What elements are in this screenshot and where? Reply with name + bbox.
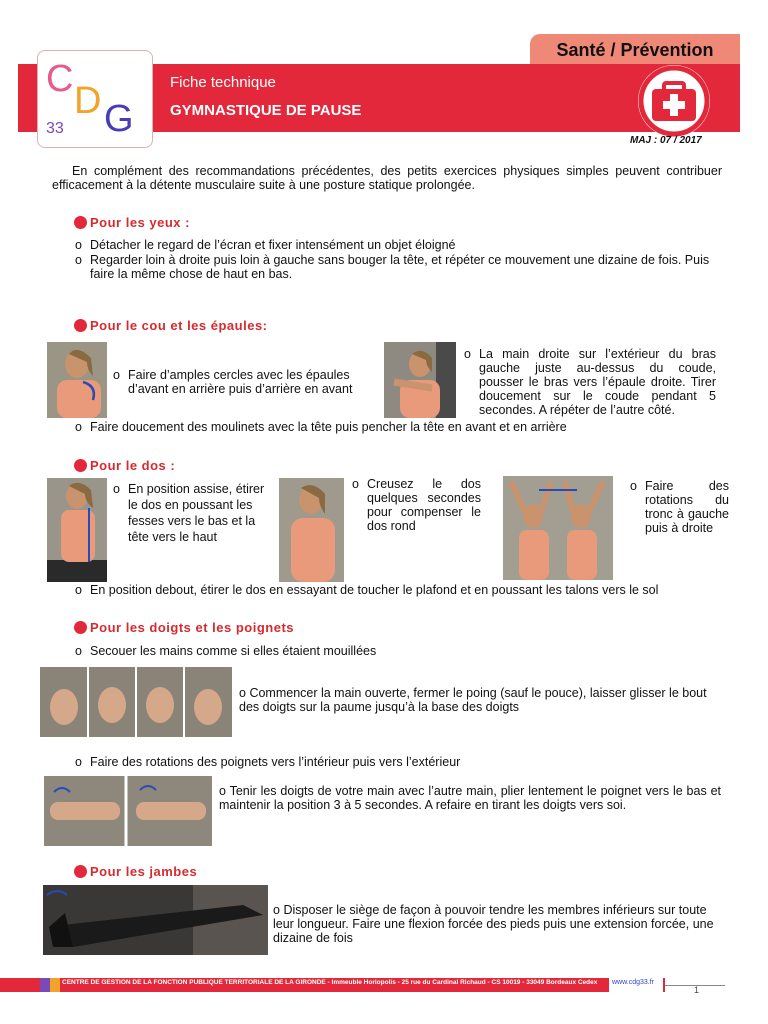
bullet-dot <box>74 621 87 634</box>
list-item <box>75 420 730 434</box>
list-item <box>352 477 481 533</box>
list-bullet: o <box>273 903 280 917</box>
list-bullet: o <box>75 238 82 252</box>
footer-address: CENTRE DE GESTION DE LA FONCTION PUBLIQUE TERRITORIALE DE LA GIRONDE - Immeuble Horiopolis - 25 rue du Cardinal Richaud - CS 10019 - 33049 Bordeaux Cedex <box>62 979 598 986</box>
bullet-dot <box>74 865 87 878</box>
list-item <box>75 755 730 769</box>
list-item <box>75 583 730 597</box>
list-bullet: o <box>630 479 637 493</box>
list-item <box>75 644 730 658</box>
list-bullet: o <box>75 583 82 597</box>
list-item <box>464 347 716 417</box>
intro-text: En complément des recommandations précédentes, des petits exercices physiques simples peuvent contribuer efficacement à la détente musculaire suite à une posture statique prolongée. <box>52 164 722 192</box>
list-item-text: Détacher le regard de l’écran et fixer intensément un objet éloigné <box>90 238 456 252</box>
footer-url-link[interactable]: www.cdg33.fr <box>612 979 655 986</box>
list-item-text: Creusez le dos quelques secondes pour compenser le dos rond <box>367 477 481 533</box>
section-dos-title <box>74 458 175 473</box>
photo-seated-stretch <box>47 478 107 582</box>
list-bullet: o <box>75 253 82 267</box>
list-bullet: o <box>75 644 82 658</box>
photo-leg-flexion <box>43 885 268 955</box>
list-item <box>75 238 730 252</box>
photo-hand-sequence <box>40 667 232 737</box>
list-item <box>75 253 725 281</box>
list-bullet: o <box>75 755 82 769</box>
list-bullet: o <box>464 347 471 361</box>
bullet-dot <box>74 459 87 472</box>
list-item-text: Faire d’amples cercles avec les épaules d’avant en arrière puis d’arrière en avant <box>128 368 353 396</box>
list-bullet: o <box>113 482 120 496</box>
list-bullet: o <box>75 420 82 434</box>
list-item-text: Tenir les doigts de votre main avec l’autre main, plier lentement le poignet vers le bas et maintenir la position 3 à 5 secondes. A refaire en tirant les doigts vers soi. <box>219 784 721 812</box>
list-item-text: La main droite sur l’extérieur du bras gauche juste au-dessus du coude, pousser le bras vers l’épaule droite. Tirer doucement sur le coude pendant 5 secondes. A répéter de l’autre côté. <box>479 347 716 417</box>
list-item <box>113 481 273 545</box>
photo-arm-stretch <box>384 342 456 418</box>
fiche-label: Fiche technique <box>170 74 276 91</box>
list-item <box>219 784 721 812</box>
first-aid-kit-icon <box>638 65 710 137</box>
svg-text:C: C <box>46 58 74 100</box>
section-doigts-title <box>74 620 294 635</box>
list-item-text: En position debout, étirer le dos en essayant de toucher le plafond et en poussant les talons vers le sol <box>90 583 659 597</box>
list-item-text: Disposer le siège de façon à pouvoir tendre les membres inférieurs sur toute leur longueur. Faire une flexion forcée des pieds puis une extension forcée, une dizaine de fois <box>273 903 714 945</box>
section-yeux-title <box>74 215 190 230</box>
photo-trunk-rotation <box>503 476 613 580</box>
svg-text:33: 33 <box>46 120 64 137</box>
list-item <box>630 479 729 535</box>
list-item <box>239 686 724 714</box>
page-title: GYMNASTIQUE DE PAUSE <box>170 102 362 119</box>
photo-wrist-stretch <box>44 776 212 846</box>
section-jambes-label: Pour les jambes <box>90 864 198 879</box>
bullet-dot <box>74 216 87 229</box>
page-number: 1 <box>694 985 700 995</box>
bullet-dot <box>74 319 87 332</box>
section-cou-label: Pour le cou et les épaules: <box>90 318 268 333</box>
list-item <box>113 368 363 396</box>
section-doigts-label: Pour les doigts et les poignets <box>90 620 295 635</box>
section-cou-title <box>74 318 268 333</box>
footer-accent-orange <box>50 978 60 992</box>
list-bullet: o <box>113 368 120 382</box>
svg-text:D: D <box>74 80 102 122</box>
photo-arch-back <box>279 478 344 582</box>
cdg33-logo <box>37 50 153 148</box>
list-item <box>273 903 723 945</box>
footer-accent-purple <box>40 978 50 992</box>
list-item-text: En position assise, étirer le dos en poussant les fesses vers le bas et la tête vers le haut <box>128 482 265 544</box>
list-item-text: Faire des rotations du tronc à gauche puis à droite <box>645 479 729 535</box>
photo-shoulder-circles <box>47 342 107 418</box>
section-dos-label: Pour le dos : <box>90 458 176 473</box>
section-yeux-label: Pour les yeux : <box>90 215 190 230</box>
list-item-text: Regarder loin à droite puis loin à gauche sans bouger la tête, et répéter ce mouvement une dizaine de fois. Puis faire la même chose de haut en bas. <box>90 253 710 281</box>
logo-graphic <box>38 51 152 147</box>
category-tab: Santé / Prévention <box>530 34 740 64</box>
list-item-text: Faire doucement des moulinets avec la tête puis pencher la tête en avant et en arrière <box>90 420 567 434</box>
section-jambes-title <box>74 864 197 879</box>
list-bullet: o <box>352 477 359 491</box>
svg-text:G: G <box>104 98 134 140</box>
list-bullet: o <box>239 686 246 700</box>
list-bullet: o <box>219 784 226 798</box>
list-item-text: Commencer la main ouverte, fermer le poing (sauf le pouce), laisser glisser le bout des doigts sur la paume jusqu’à la base des doigts <box>239 686 707 714</box>
list-item-text: Faire des rotations des poignets vers l’intérieur puis vers l’extérieur <box>90 755 461 769</box>
update-date: MAJ : 07 / 2017 <box>630 135 702 146</box>
list-item-text: Secouer les mains comme si elles étaient mouillées <box>90 644 377 658</box>
